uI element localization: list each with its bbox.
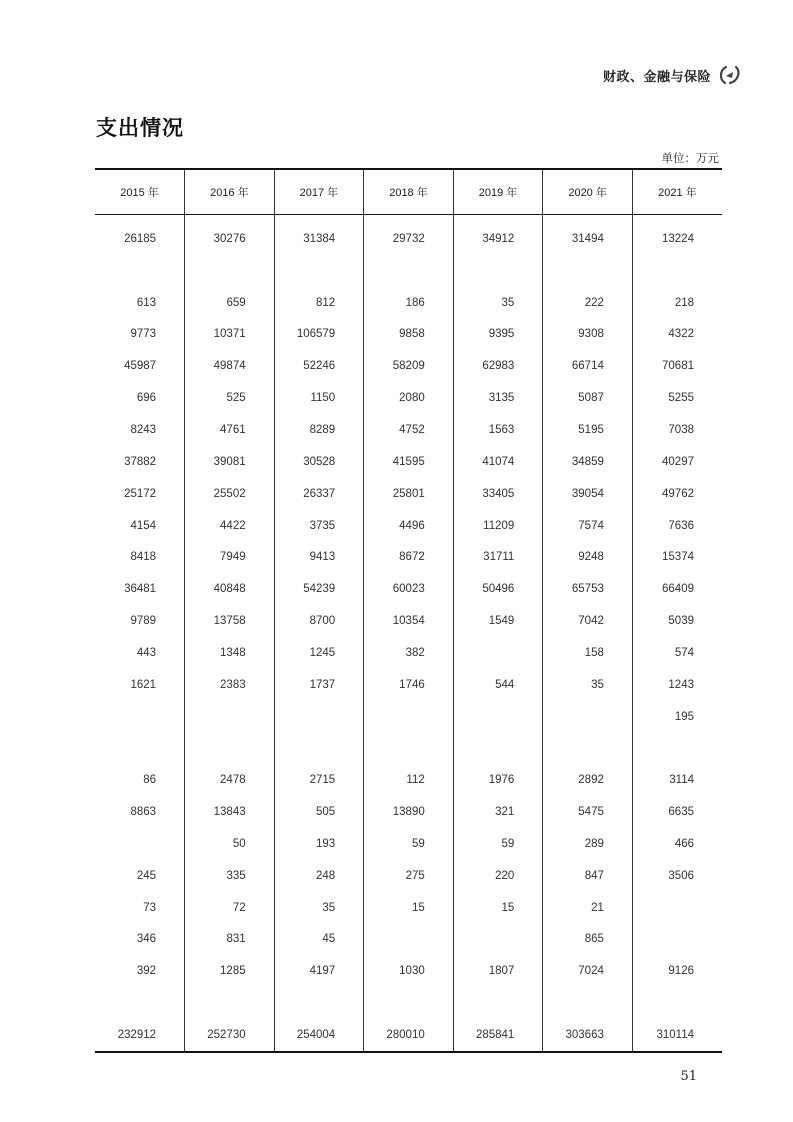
table-cell: 49874: [185, 350, 275, 382]
table-cell: [364, 987, 454, 1019]
table-cell: 186: [364, 287, 454, 319]
table-row: [95, 255, 722, 287]
table-cell: 2892: [543, 764, 633, 796]
table-cell: 26337: [274, 478, 364, 510]
table-cell: 8243: [130, 423, 157, 436]
table-cell: [95, 828, 185, 860]
table-cell: 26185: [124, 232, 157, 245]
table-cell: 1150: [274, 382, 364, 414]
table-cell: 1807: [453, 955, 543, 987]
table-cell: 9248: [543, 541, 633, 573]
table-row: [95, 478, 722, 510]
table-cell: 37882: [124, 455, 157, 468]
table-cell: 30276: [185, 215, 275, 255]
table-cell: 5087: [543, 382, 633, 414]
table-cell: [453, 255, 543, 287]
table-cell: 847: [543, 860, 633, 892]
data-table: [95, 170, 722, 214]
column-header: 2018 年: [364, 170, 454, 214]
table-cell: [632, 733, 722, 765]
table-cell: [364, 924, 454, 956]
column-header: 2020 年: [543, 170, 633, 214]
table-cell: 289: [543, 828, 633, 860]
table-cell: 252730: [185, 1019, 275, 1051]
table-cell: 34912: [453, 215, 543, 255]
table-cell: 812: [274, 287, 364, 319]
table-cell: 39081: [185, 446, 275, 478]
table-cell: 50: [185, 828, 275, 860]
table-cell: 1746: [364, 669, 454, 701]
table-cell: 5039: [632, 605, 722, 637]
table-cell: 59: [364, 828, 454, 860]
table-cell: 335: [185, 860, 275, 892]
header-row: [95, 170, 722, 214]
table-cell: 11209: [453, 510, 543, 542]
table-cell: [274, 733, 364, 765]
table-row: [95, 955, 722, 987]
table-cell: 4322: [632, 319, 722, 351]
table-row: [95, 414, 722, 446]
table-cell: 4496: [364, 510, 454, 542]
data-table-body: [95, 215, 722, 1051]
table-cell: [632, 987, 722, 1019]
table-cell: 195: [632, 701, 722, 733]
table-cell: [543, 701, 633, 733]
table-cell: 696: [136, 392, 157, 405]
table-cell: 285841: [453, 1019, 543, 1051]
table-cell: 1563: [453, 414, 543, 446]
table-cell: [364, 701, 454, 733]
table-cell: 112: [364, 764, 454, 796]
table-row: [95, 605, 722, 637]
table-cell: [95, 701, 185, 733]
table-cell: 382: [364, 637, 454, 669]
table-cell: 9395: [453, 319, 543, 351]
table-cell: 30528: [274, 446, 364, 478]
table-cell: 275: [364, 860, 454, 892]
table-cell: 321: [453, 796, 543, 828]
section-title: 财政、金融与保险: [602, 69, 711, 85]
table-cell: 60023: [364, 573, 454, 605]
table-cell: 31494: [543, 215, 633, 255]
table-cell: 310114: [632, 1019, 722, 1051]
table-cell: 25801: [364, 478, 454, 510]
table-cell: 5195: [543, 414, 633, 446]
table-cell: 8418: [130, 551, 157, 564]
table-cell: [453, 733, 543, 765]
column-header: 2015 年: [120, 187, 159, 199]
table-cell: 254004: [274, 1019, 364, 1051]
table-cell: 35: [453, 287, 543, 319]
table-cell: [185, 987, 275, 1019]
table-row: [95, 701, 722, 733]
table-cell: 8289: [274, 414, 364, 446]
table-cell: 39054: [543, 478, 633, 510]
table-row: [95, 924, 722, 956]
table-cell: [543, 255, 633, 287]
table-cell: 831: [185, 924, 275, 956]
table-cell: 4422: [185, 510, 275, 542]
page-title: 支出情况: [96, 115, 184, 140]
table-cell: 1243: [632, 669, 722, 701]
table-cell: 13224: [632, 215, 722, 255]
table-cell: 35: [543, 669, 633, 701]
table-cell: [274, 255, 364, 287]
table-cell: [274, 701, 364, 733]
table-row: [95, 860, 722, 892]
expenditure-table: [95, 168, 722, 1053]
table-cell: 220: [453, 860, 543, 892]
column-header: 2017 年: [274, 170, 364, 214]
table-cell: 13890: [364, 796, 454, 828]
table-cell: 73: [143, 901, 157, 914]
table-cell: 1549: [453, 605, 543, 637]
table-cell: [185, 701, 275, 733]
table-cell: 49762: [632, 478, 722, 510]
table-cell: 31384: [274, 215, 364, 255]
page-number: 51: [680, 1069, 697, 1084]
unit-label: 单位：万元: [661, 151, 719, 165]
table-cell: 40848: [185, 573, 275, 605]
table-cell: [543, 987, 633, 1019]
table-cell: 193: [274, 828, 364, 860]
table-cell: 7038: [632, 414, 722, 446]
table-cell: [453, 987, 543, 1019]
table-cell: 10371: [185, 319, 275, 351]
table-cell: 7042: [543, 605, 633, 637]
running-header: [603, 64, 743, 86]
table-cell: 245: [136, 869, 157, 882]
table-cell: 25502: [185, 478, 275, 510]
table-cell: 443: [136, 646, 157, 659]
table-row: [95, 510, 722, 542]
table-cell: 13843: [185, 796, 275, 828]
table-row: [95, 1019, 722, 1051]
table-cell: 9126: [632, 955, 722, 987]
table-cell: 544: [453, 669, 543, 701]
table-cell: 4761: [185, 414, 275, 446]
table-cell: 9789: [130, 615, 157, 628]
table-cell: 505: [274, 796, 364, 828]
column-header: 2019 年: [453, 170, 543, 214]
table-cell: [632, 924, 722, 956]
table-cell: 86: [143, 774, 157, 787]
table-cell: 7024: [543, 955, 633, 987]
table-cell: 1621: [130, 678, 157, 691]
table-cell: 9858: [364, 319, 454, 351]
table-cell: 466: [632, 828, 722, 860]
table-row: [95, 637, 722, 669]
table-row: [95, 892, 722, 924]
table-cell: 59: [453, 828, 543, 860]
table-cell: 66714: [543, 350, 633, 382]
table-cell: 7574: [543, 510, 633, 542]
table-cell: 25172: [124, 487, 157, 500]
table-cell: 52246: [274, 350, 364, 382]
table-cell: 613: [136, 296, 157, 309]
table-cell: [453, 637, 543, 669]
table-cell: 8863: [130, 806, 157, 819]
table-cell: 2080: [364, 382, 454, 414]
section-logo-icon: [717, 64, 743, 86]
table-row: [95, 541, 722, 573]
table-cell: 218: [632, 287, 722, 319]
table-cell: 15: [364, 892, 454, 924]
table-cell: 3506: [632, 860, 722, 892]
table-cell: 1285: [185, 955, 275, 987]
table-bottom-rule: [95, 1051, 722, 1053]
table-cell: 3735: [274, 510, 364, 542]
table-cell: 50496: [453, 573, 543, 605]
table-cell: 58209: [364, 350, 454, 382]
table-cell: 8672: [364, 541, 454, 573]
table-row: [95, 764, 722, 796]
table-cell: 2715: [274, 764, 364, 796]
table-cell: 45987: [124, 360, 157, 373]
table-cell: [632, 255, 722, 287]
table-cell: 865: [543, 924, 633, 956]
table-cell: 36481: [124, 583, 157, 596]
table-cell: 72: [185, 892, 275, 924]
table-cell: [364, 733, 454, 765]
table-cell: 29732: [364, 215, 454, 255]
table-cell: 2478: [185, 764, 275, 796]
table-cell: 1245: [274, 637, 364, 669]
table-cell: 232912: [117, 1029, 157, 1042]
table-cell: [95, 255, 185, 287]
table-cell: 659: [185, 287, 275, 319]
table-cell: 8700: [274, 605, 364, 637]
table-cell: 35: [274, 892, 364, 924]
table-cell: 70681: [632, 350, 722, 382]
table-cell: 158: [543, 637, 633, 669]
table-cell: 346: [136, 933, 157, 946]
table-cell: 54239: [274, 573, 364, 605]
table-row: [95, 573, 722, 605]
table-cell: [185, 733, 275, 765]
table-cell: 1348: [185, 637, 275, 669]
table-cell: 303663: [543, 1019, 633, 1051]
table-cell: 9413: [274, 541, 364, 573]
column-header: 2021 年: [632, 170, 722, 214]
table-cell: 4752: [364, 414, 454, 446]
table-cell: 62983: [453, 350, 543, 382]
table-cell: 1976: [453, 764, 543, 796]
table-row: [95, 287, 722, 319]
table-cell: 45: [274, 924, 364, 956]
table-cell: [364, 255, 454, 287]
table-cell: 41595: [364, 446, 454, 478]
table-row: [95, 215, 722, 255]
table-cell: 4197: [274, 955, 364, 987]
table-cell: 3114: [632, 764, 722, 796]
table-row: [95, 350, 722, 382]
table-cell: 5475: [543, 796, 633, 828]
table-cell: 13758: [185, 605, 275, 637]
table-cell: 41074: [453, 446, 543, 478]
table-cell: 5255: [632, 382, 722, 414]
table-cell: 2383: [185, 669, 275, 701]
table-cell: 66409: [632, 573, 722, 605]
table-cell: 15: [453, 892, 543, 924]
table-row: [95, 446, 722, 478]
table-cell: [543, 733, 633, 765]
table-row: [95, 828, 722, 860]
table-cell: 280010: [364, 1019, 454, 1051]
table-cell: 1030: [364, 955, 454, 987]
table-cell: 4154: [130, 519, 157, 532]
table-row: [95, 987, 722, 1019]
table-row: [95, 382, 722, 414]
table-row: [95, 319, 722, 351]
table-cell: 248: [274, 860, 364, 892]
table-cell: 15374: [632, 541, 722, 573]
table-cell: [185, 255, 275, 287]
table-cell: 7949: [185, 541, 275, 573]
table-cell: 106579: [274, 319, 364, 351]
table-row: [95, 669, 722, 701]
table-cell: 10354: [364, 605, 454, 637]
table-cell: 65753: [543, 573, 633, 605]
table-cell: 574: [632, 637, 722, 669]
table-cell: 33405: [453, 478, 543, 510]
column-header: 2016 年: [185, 170, 275, 214]
table-cell: 525: [185, 382, 275, 414]
table-cell: 9308: [543, 319, 633, 351]
table-cell: 21: [543, 892, 633, 924]
table-cell: [95, 987, 185, 1019]
table-cell: [632, 892, 722, 924]
table-cell: [95, 733, 185, 765]
table-cell: 40297: [632, 446, 722, 478]
table-cell: 3135: [453, 382, 543, 414]
table-cell: 31711: [453, 541, 543, 573]
table-cell: 222: [543, 287, 633, 319]
table-cell: 9773: [130, 328, 157, 341]
table-cell: 34859: [543, 446, 633, 478]
table-row: [95, 796, 722, 828]
table-cell: [274, 987, 364, 1019]
table-cell: 1737: [274, 669, 364, 701]
table-cell: [453, 701, 543, 733]
table-cell: [453, 924, 543, 956]
table-cell: 7636: [632, 510, 722, 542]
table-cell: 392: [136, 965, 157, 978]
table-cell: 6635: [632, 796, 722, 828]
table-row: [95, 733, 722, 765]
